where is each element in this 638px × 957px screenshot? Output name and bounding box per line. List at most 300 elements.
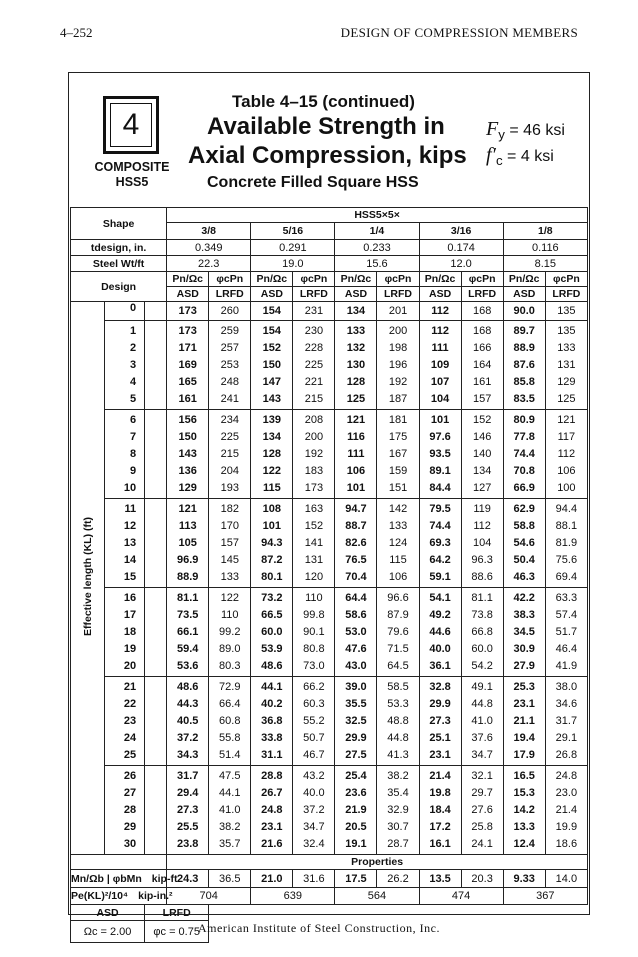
strength-value: 101 <box>262 520 281 532</box>
strength-column <box>251 677 293 766</box>
pe-value: 367 <box>503 888 587 905</box>
strength-value: 41.0 <box>471 715 493 727</box>
strength-column <box>251 499 293 588</box>
asd-footer-label: ASD <box>71 905 145 921</box>
mn-unit: kip-ft <box>151 872 178 885</box>
thickness-header: 1/8 <box>503 223 587 240</box>
strength-value: 79.6 <box>387 626 409 638</box>
strength-value: 73.5 <box>176 609 199 621</box>
strength-column <box>335 588 377 677</box>
strength-value: 76.5 <box>345 554 367 566</box>
strength-column <box>335 766 377 855</box>
strength-value: 150 <box>178 431 197 443</box>
strength-value: 96.3 <box>471 554 493 566</box>
strength-value: 74.4 <box>513 448 535 460</box>
strength-value: 53.6 <box>176 660 199 672</box>
strength-value: 99.8 <box>303 609 325 621</box>
strength-value: 112 <box>557 448 576 460</box>
strength-value: 129 <box>557 376 576 388</box>
table-title-line1: Available Strength in <box>207 113 445 140</box>
strength-value: 12.4 <box>513 838 535 850</box>
strength-value: 51.7 <box>555 626 578 638</box>
length-value: 15 <box>123 571 137 583</box>
strength-value: 18.6 <box>555 838 578 850</box>
pe-value: 474 <box>419 888 503 905</box>
length-value: 28 <box>123 804 137 816</box>
strength-column <box>419 766 461 855</box>
strength-value: 142 <box>388 503 408 515</box>
strength-value: 23.1 <box>429 749 451 761</box>
strength-value: 134 <box>262 431 281 443</box>
table-subtitle: Concrete Filled Square HSS <box>207 174 419 191</box>
length-value: 9 <box>129 465 137 477</box>
moment-value: 17.5 <box>335 870 377 888</box>
strength-value: 21.9 <box>345 804 367 816</box>
strength-column <box>293 321 335 410</box>
strength-value: 41.0 <box>219 804 241 816</box>
thickness-header: 3/16 <box>419 223 503 240</box>
phi-c: φc = 0.75 <box>145 921 209 943</box>
strength-value: 81.1 <box>471 592 493 604</box>
length-value: 11 <box>124 503 137 515</box>
col-head-lrfd: φcPn <box>545 272 587 287</box>
strength-value: 25.4 <box>345 770 367 782</box>
strength-value: 204 <box>220 465 239 477</box>
strength-column <box>251 321 293 410</box>
length-group <box>105 588 145 677</box>
strength-value: 94.4 <box>555 503 578 515</box>
table-caption: Table 4–15 (continued) <box>232 92 415 111</box>
strength-value: 198 <box>388 342 408 354</box>
strength-column <box>377 499 419 588</box>
pe-label: Pe(KL)²/10⁴ <box>71 890 129 902</box>
strength-value: 38.3 <box>513 609 535 621</box>
strength-value: 74.4 <box>429 520 451 532</box>
strength-value: 221 <box>304 376 324 388</box>
length-value: 22 <box>123 698 137 710</box>
strength-value: 125 <box>346 393 366 405</box>
strength-value: 161 <box>472 376 492 388</box>
strength-value: 112 <box>431 325 449 337</box>
asd-label: ASD <box>419 287 461 302</box>
strength-column <box>293 766 335 855</box>
strength-value: 34.3 <box>176 749 199 761</box>
strength-value: 110 <box>305 592 323 604</box>
strength-column <box>209 410 251 499</box>
strength-column <box>167 410 209 499</box>
length-value: 14 <box>123 554 137 566</box>
strength-value: 134 <box>335 302 377 321</box>
strength-column <box>545 588 587 677</box>
strength-value: 32.1 <box>471 770 493 782</box>
strength-value: 139 <box>262 414 281 426</box>
strength-value: 36.8 <box>261 715 283 727</box>
strength-value: 43.0 <box>345 660 367 672</box>
strength-value: 134 <box>472 465 492 477</box>
strength-value: 38.0 <box>555 681 578 693</box>
weight-value: 22.3 <box>167 256 251 272</box>
strength-value: 225 <box>220 431 239 443</box>
strength-value: 29.7 <box>471 787 493 799</box>
strength-value: 54.2 <box>471 660 493 672</box>
strength-value: 73.2 <box>261 592 283 604</box>
strength-value: 37.2 <box>303 804 325 816</box>
thickness-header: 1/4 <box>335 223 419 240</box>
strength-value: 173 <box>167 302 209 321</box>
strength-value: 117 <box>557 431 576 443</box>
strength-value: 108 <box>262 503 281 515</box>
table-number-box <box>103 96 159 154</box>
strength-value: 19.9 <box>555 821 578 833</box>
strength-value: 89.0 <box>219 643 241 655</box>
strength-value: 119 <box>473 503 491 515</box>
strength-value: 163 <box>304 503 324 515</box>
strength-value: 41.3 <box>387 749 409 761</box>
length-value: 4 <box>129 376 137 388</box>
strength-value: 106 <box>346 465 366 477</box>
strength-value: 121 <box>557 414 576 426</box>
strength-value: 88.9 <box>513 342 535 354</box>
strength-value: 127 <box>472 482 492 494</box>
strength-value: 24.8 <box>555 770 578 782</box>
asd-label: ASD <box>503 287 545 302</box>
strength-column <box>209 766 251 855</box>
col-head-asd: Pn/Ωc <box>335 272 377 287</box>
concrete-strength: $f'_c = 4$ ksi <box>486 144 554 169</box>
col-head-asd: Pn/Ωc <box>503 272 545 287</box>
moment-value: 24.3 <box>167 870 209 888</box>
tdesign-value: 0.291 <box>251 240 335 256</box>
table-row <box>71 888 588 905</box>
strength-value: 105 <box>178 537 197 549</box>
strength-value: 106 <box>557 465 576 477</box>
strength-column <box>335 321 377 410</box>
strength-column <box>209 321 251 410</box>
strength-value: 41.9 <box>555 660 578 672</box>
strength-value: 122 <box>262 465 281 477</box>
tdesign-value: 0.116 <box>503 240 587 256</box>
strength-value: 23.0 <box>555 787 578 799</box>
strength-value: 133 <box>220 571 239 583</box>
strength-value: 70.4 <box>345 571 367 583</box>
strength-value: 44.8 <box>471 698 493 710</box>
moment-value: 9.33 <box>503 870 545 888</box>
mn-lrfd-label: φbMn <box>112 872 142 885</box>
col-head-asd: Pn/Ωc <box>419 272 461 287</box>
strength-column <box>293 410 335 499</box>
strength-value: 120 <box>304 571 324 583</box>
strength-value: 90.1 <box>303 626 325 638</box>
strength-value: 27.3 <box>176 804 199 816</box>
strength-value: 96.9 <box>176 554 199 566</box>
length-value: 7 <box>129 431 137 443</box>
weight-value: 19.0 <box>251 256 335 272</box>
strength-value: 80.8 <box>303 643 325 655</box>
pe-value: 639 <box>251 888 335 905</box>
spacer-cell <box>145 499 167 588</box>
strength-value: 167 <box>388 448 408 460</box>
spacer-cell <box>145 321 167 410</box>
strength-value: 21.6 <box>261 838 283 850</box>
strength-value: 87.6 <box>513 359 535 371</box>
strength-value: 112 <box>419 302 461 321</box>
strength-value: 128 <box>346 376 366 388</box>
strength-value: 23.1 <box>261 821 283 833</box>
table-row <box>71 588 588 677</box>
strength-value: 40.2 <box>261 698 283 710</box>
strength-value: 66.5 <box>261 609 283 621</box>
strength-value: 230 <box>304 325 324 337</box>
strength-value: 54.6 <box>513 537 535 549</box>
length-value: 27 <box>123 787 137 799</box>
length-value: 2 <box>129 342 137 354</box>
strength-value: 29.4 <box>176 787 199 799</box>
strength-column <box>503 588 545 677</box>
strength-value: 169 <box>178 359 197 371</box>
strength-value: 140 <box>472 448 492 460</box>
strength-value: 44.1 <box>261 681 283 693</box>
strength-value: 136 <box>178 465 197 477</box>
strength-value: 31.7 <box>555 715 578 727</box>
strength-value: 40.5 <box>176 715 199 727</box>
strength-value: 24.8 <box>261 804 283 816</box>
strength-value: 80.9 <box>513 414 535 426</box>
strength-value: 35.7 <box>219 838 241 850</box>
strength-value: 141 <box>304 537 324 549</box>
strength-column <box>461 766 503 855</box>
strength-value: 44.3 <box>176 698 199 710</box>
tdesign-value: 0.233 <box>335 240 419 256</box>
length-value: 18 <box>123 626 137 638</box>
length-value: 6 <box>129 414 137 426</box>
strength-value: 77.8 <box>513 431 535 443</box>
strength-value: 135 <box>557 325 576 337</box>
length-value: 13 <box>123 537 137 549</box>
strength-value: 53.9 <box>261 643 283 655</box>
strength-value: 55.2 <box>303 715 325 727</box>
strength-value: 100 <box>557 482 576 494</box>
strength-value: 97.6 <box>429 431 451 443</box>
strength-value: 143 <box>178 448 197 460</box>
strength-value: 43.2 <box>303 770 325 782</box>
page-number: 4–252 <box>60 25 93 40</box>
strength-column <box>419 410 461 499</box>
length-value: 16 <box>123 592 137 604</box>
length-value: 1 <box>129 325 137 337</box>
strength-column <box>419 588 461 677</box>
strength-value: 171 <box>178 342 197 354</box>
strength-value: 151 <box>388 482 408 494</box>
strength-value: 192 <box>388 376 408 388</box>
strength-value: 99.2 <box>219 626 241 638</box>
weight-value: 15.6 <box>335 256 419 272</box>
strength-value: 19.8 <box>429 787 451 799</box>
table-row <box>71 321 588 410</box>
strength-column <box>419 677 461 766</box>
table-row <box>71 855 588 870</box>
tdesign-value: 0.174 <box>419 240 503 256</box>
strength-column <box>503 321 545 410</box>
moment-value: 14.0 <box>545 870 587 888</box>
strength-value: 16.1 <box>429 838 451 850</box>
strength-value: 62.9 <box>513 503 535 515</box>
properties-spacer <box>71 855 167 870</box>
strength-value: 133 <box>557 342 576 354</box>
strength-value: 60.0 <box>261 626 283 638</box>
strength-value: 133 <box>346 325 366 337</box>
strength-value: 28.8 <box>261 770 283 782</box>
strength-value: 21.4 <box>429 770 451 782</box>
length-value: 17 <box>123 609 137 621</box>
strength-column <box>545 499 587 588</box>
col-head-lrfd: φcPn <box>293 272 335 287</box>
asd-label: ASD <box>335 287 377 302</box>
strength-value: 25.3 <box>513 681 535 693</box>
strength-column <box>461 499 503 588</box>
strength-value: 135 <box>545 302 587 321</box>
strength-value: 55.8 <box>219 732 241 744</box>
strength-value: 64.5 <box>387 660 409 672</box>
properties-label: Properties <box>167 855 588 870</box>
strength-value: 58.8 <box>513 520 535 532</box>
strength-column <box>251 410 293 499</box>
strength-column <box>377 766 419 855</box>
strength-value: 183 <box>304 465 324 477</box>
strength-value: 26.7 <box>261 787 283 799</box>
strength-column <box>167 499 209 588</box>
col-head-asd: Pn/Ωc <box>251 272 293 287</box>
strength-value: 131 <box>304 554 324 566</box>
strength-column <box>335 410 377 499</box>
spacer-cell <box>145 588 167 677</box>
strength-value: 17.2 <box>429 821 451 833</box>
strength-value: 27.3 <box>429 715 451 727</box>
length-value: 30 <box>123 838 137 850</box>
strength-value: 27.6 <box>471 804 493 816</box>
spacer-cell <box>145 766 167 855</box>
strength-value: 85.8 <box>513 376 535 388</box>
strength-value: 121 <box>178 503 197 515</box>
strength-value: 170 <box>220 520 239 532</box>
strength-value: 50.4 <box>513 554 535 566</box>
asd-label: ASD <box>167 287 209 302</box>
table-row <box>71 240 588 256</box>
strength-value: 228 <box>304 342 324 354</box>
strength-value: 88.7 <box>345 520 367 532</box>
strength-value: 25.8 <box>471 821 493 833</box>
strength-value: 81.1 <box>176 592 199 604</box>
strength-value: 47.6 <box>345 643 367 655</box>
strength-column <box>545 766 587 855</box>
publisher-footer: American Institute of Steel Construction, Inc. <box>198 921 440 935</box>
length-value: 5 <box>129 393 137 405</box>
strength-value: 64.4 <box>345 592 367 604</box>
table-row <box>71 766 588 855</box>
strength-value: 87.9 <box>387 609 409 621</box>
strength-value: 157 <box>472 393 492 405</box>
moment-value: 13.5 <box>419 870 461 888</box>
strength-value: 27.5 <box>345 749 367 761</box>
length-group <box>105 766 145 855</box>
strength-value: 37.2 <box>176 732 199 744</box>
strength-value: 168 <box>461 302 503 321</box>
strength-value: 31.7 <box>176 770 199 782</box>
strength-value: 16.5 <box>513 770 535 782</box>
mn-asd-label: Mn/Ωb <box>71 872 104 885</box>
strength-value: 80.3 <box>219 660 241 672</box>
lrfd-label: LRFD <box>209 287 251 302</box>
strength-value: 34.5 <box>513 626 535 638</box>
strength-value: 193 <box>220 482 239 494</box>
strength-value: 241 <box>220 393 239 405</box>
strength-value: 32.8 <box>429 681 451 693</box>
badge-composite: COMPOSITE <box>94 160 170 174</box>
strength-column <box>293 499 335 588</box>
strength-value: 23.6 <box>345 787 367 799</box>
strength-value: 48.6 <box>261 660 283 672</box>
strength-value: 34.7 <box>303 821 325 833</box>
strength-value: 63.3 <box>555 592 578 604</box>
strength-value: 112 <box>473 520 491 532</box>
strength-value: 125 <box>557 393 576 405</box>
strength-value: 49.1 <box>471 681 493 693</box>
strength-value: 46.7 <box>303 749 325 761</box>
strength-value: 54.1 <box>429 592 451 604</box>
strength-value: 75.6 <box>555 554 578 566</box>
strength-column <box>377 410 419 499</box>
strength-value: 111 <box>431 342 449 354</box>
strength-value: 173 <box>178 325 197 337</box>
strength-value: 259 <box>220 325 239 337</box>
tdesign-label: tdesign, in. <box>71 240 167 256</box>
table-row <box>71 272 588 287</box>
strength-value: 36.1 <box>429 660 451 672</box>
moment-value: 21.0 <box>251 870 293 888</box>
strength-value: 58.6 <box>345 609 367 621</box>
strength-value: 58.5 <box>387 681 409 693</box>
strength-value: 66.4 <box>219 698 241 710</box>
strength-value: 32.4 <box>303 838 325 850</box>
strength-value: 44.1 <box>219 787 241 799</box>
strength-value: 21.1 <box>513 715 535 727</box>
strength-value: 260 <box>209 302 251 321</box>
strength-value: 156 <box>178 414 197 426</box>
strength-value: 164 <box>472 359 492 371</box>
strength-value: 152 <box>262 342 281 354</box>
strength-column <box>461 588 503 677</box>
strength-value: 84.4 <box>429 482 451 494</box>
strength-column <box>251 588 293 677</box>
strength-column <box>209 677 251 766</box>
strength-value: 25.1 <box>429 732 451 744</box>
strength-value: 128 <box>262 448 281 460</box>
length-value: 10 <box>123 482 137 494</box>
strength-value: 94.7 <box>345 503 367 515</box>
length-value: 3 <box>129 359 137 371</box>
pe-unit: kip-in.² <box>138 890 173 902</box>
pe-label-cell <box>71 888 173 905</box>
lrfd-label: LRFD <box>461 287 503 302</box>
strength-column <box>167 321 209 410</box>
moment-value: 20.3 <box>461 870 503 888</box>
strength-value: 157 <box>220 537 239 549</box>
strength-value: 173 <box>304 482 324 494</box>
strength-value: 111 <box>347 448 365 460</box>
section-title: DESIGN OF COMPRESSION MEMBERS <box>340 25 578 40</box>
strength-value: 87.2 <box>261 554 283 566</box>
strength-column <box>545 410 587 499</box>
strength-value: 32.5 <box>345 715 367 727</box>
